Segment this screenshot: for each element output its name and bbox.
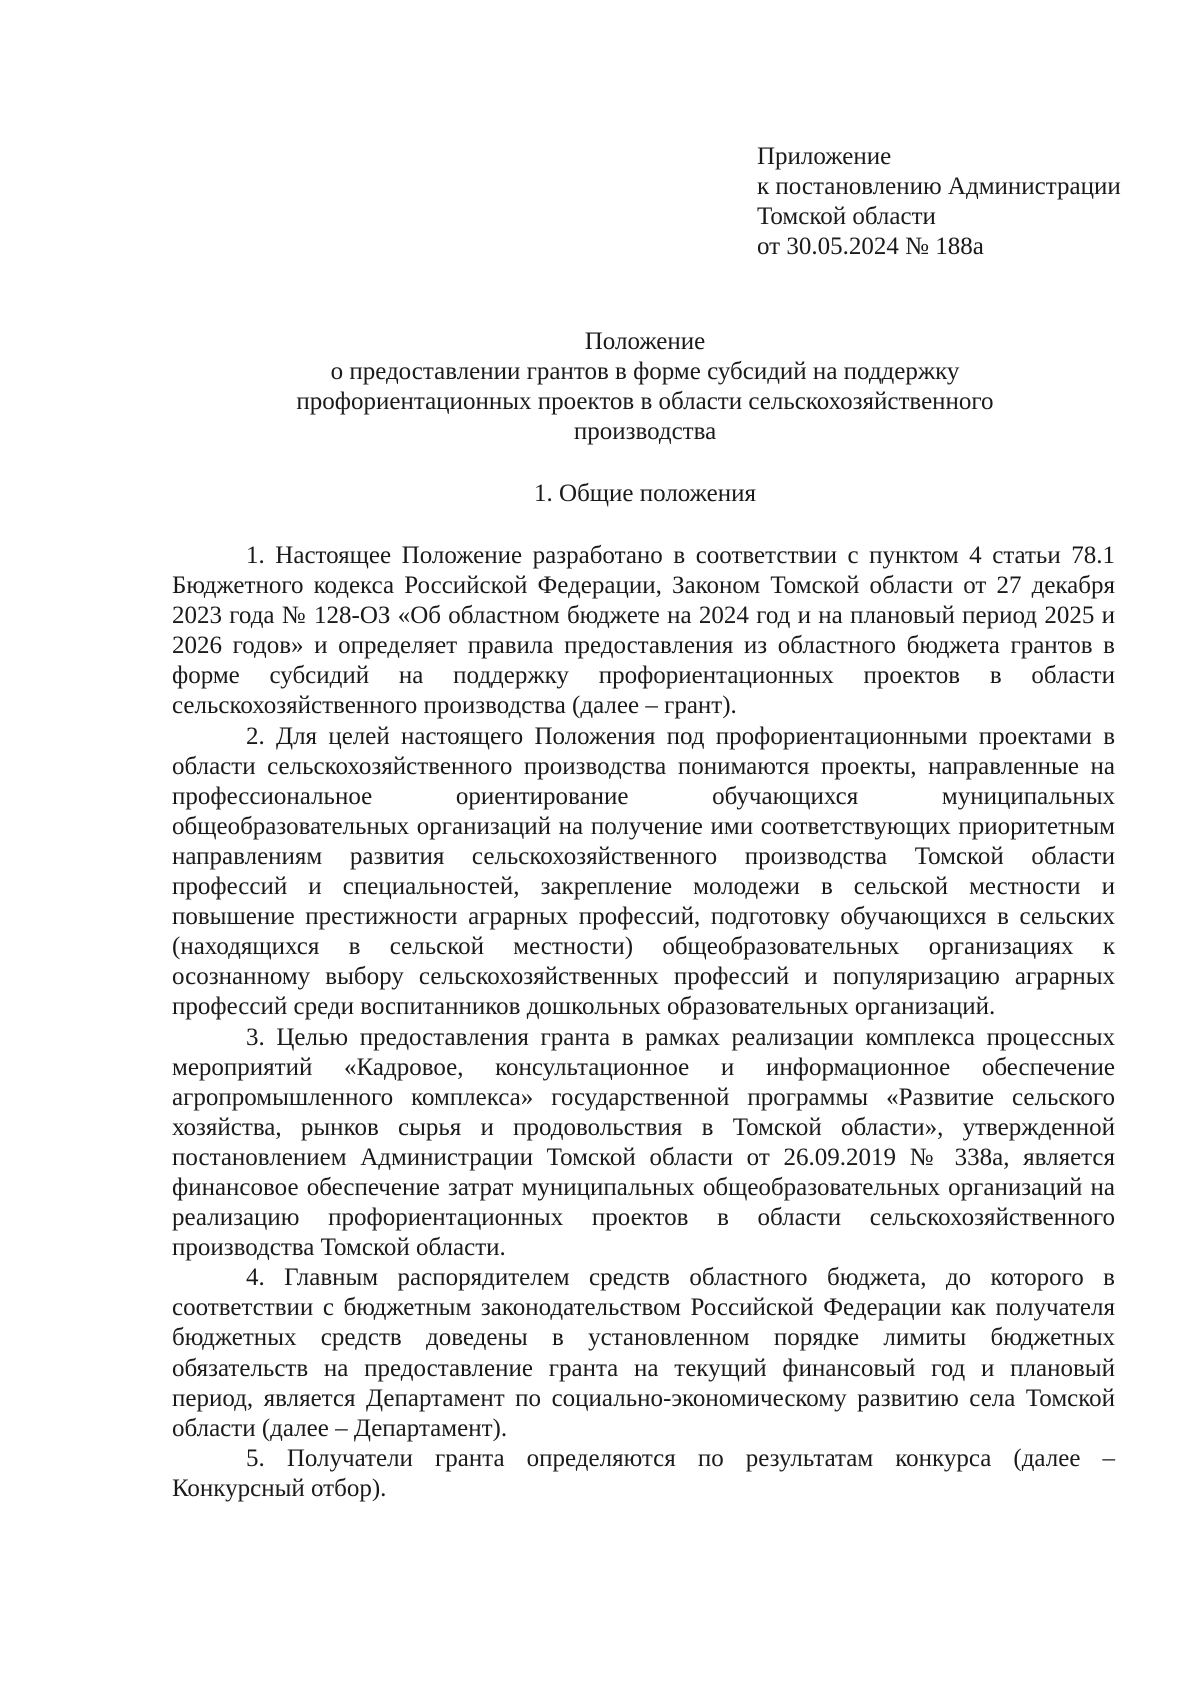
paragraph-4: 4. Главным распорядителем средств областного бюджета, до которого в соответствии с бюджетным законодательством Российской Федерации как получателя бюджетных средств доведены в установленном порядке лимиты бюджетных обязательств на предоставление гранта на текущий финансовый год и плановый период, является Департамент по социально-экономическому развитию села Томской области (далее – Департамент). xyxy=(172,1264,1115,1442)
appendix-line: от 30.05.2024 № 188а xyxy=(757,233,984,260)
appendix-block xyxy=(757,142,1137,262)
paragraph-2: 2. Для целей настоящего Положения под профориентационными проектами в области сельскохозяйственного производства понимаются проекты, направленные на профессиональное ориентирование обучающихся муниципальных общеобразовательных организаций на получение ими соответствующих приоритетным направлениям развития сельскохозяйственного производства Томской области профессий и специальностей, закрепление молодежи в сельской местности и повышение престижности аграрных профессий, подготовку обучающихся в сельских (находящихся в сельской местности) общеобразовательных организациях к осознанному выбору сельскохозяйственных профессий и популяризацию аграрных профессий среди воспитанников дошкольных образовательных организаций. xyxy=(172,722,1115,1021)
section-heading: 1. Общие положения xyxy=(534,480,756,507)
appendix-line: Приложение xyxy=(757,143,892,170)
appendix-line: к постановлению Администрации xyxy=(757,173,1121,200)
appendix-line: Томской области xyxy=(757,203,936,230)
paragraph-3: 3. Целью предоставления гранта в рамках реализации комплекса процессных мероприятий «Кадровое, консультационное и информационное обеспечение агропромышленного комплекса» государственной программы «Развитие сельского хозяйства, рынков сырья и продовольствия в Томской области», утвержденной постановлением Администрации Томской области от 26.09.2019 № 338а, является финансовое обеспечение затрат муниципальных общеобразовательных организаций на реализацию профориентационных проектов в области сельскохозяйственного производства Томской области. xyxy=(172,1023,1115,1262)
title-line: Положение xyxy=(584,328,706,355)
paragraph-5: 5. Получатели гранта определяются по результатам конкурса (далее – Конкурсный отбор). xyxy=(172,1444,1115,1502)
paragraph-1: 1. Настоящее Положение разработано в соответствии с пунктом 4 статьи 78.1 Бюджетного кодекса Российской Федерации, Законом Томской области от 27 декабря 2023 года № 128-ОЗ «Об областном бюджете на 2024 год и на плановый период 2025 и 2026 годов» и определяет правила предоставления из областного бюджета грантов в форме субсидий на поддержку профориентационных проектов в области сельскохозяйственного производства (далее – грант). xyxy=(172,542,1115,720)
title-line: производства xyxy=(573,418,717,445)
document-title xyxy=(170,327,1120,447)
document-body xyxy=(172,541,1115,1504)
title-line: профориентационных проектов в области сельскохозяйственного xyxy=(296,388,994,415)
title-line: о предоставлении грантов в форме субсидий на поддержку xyxy=(330,358,960,385)
